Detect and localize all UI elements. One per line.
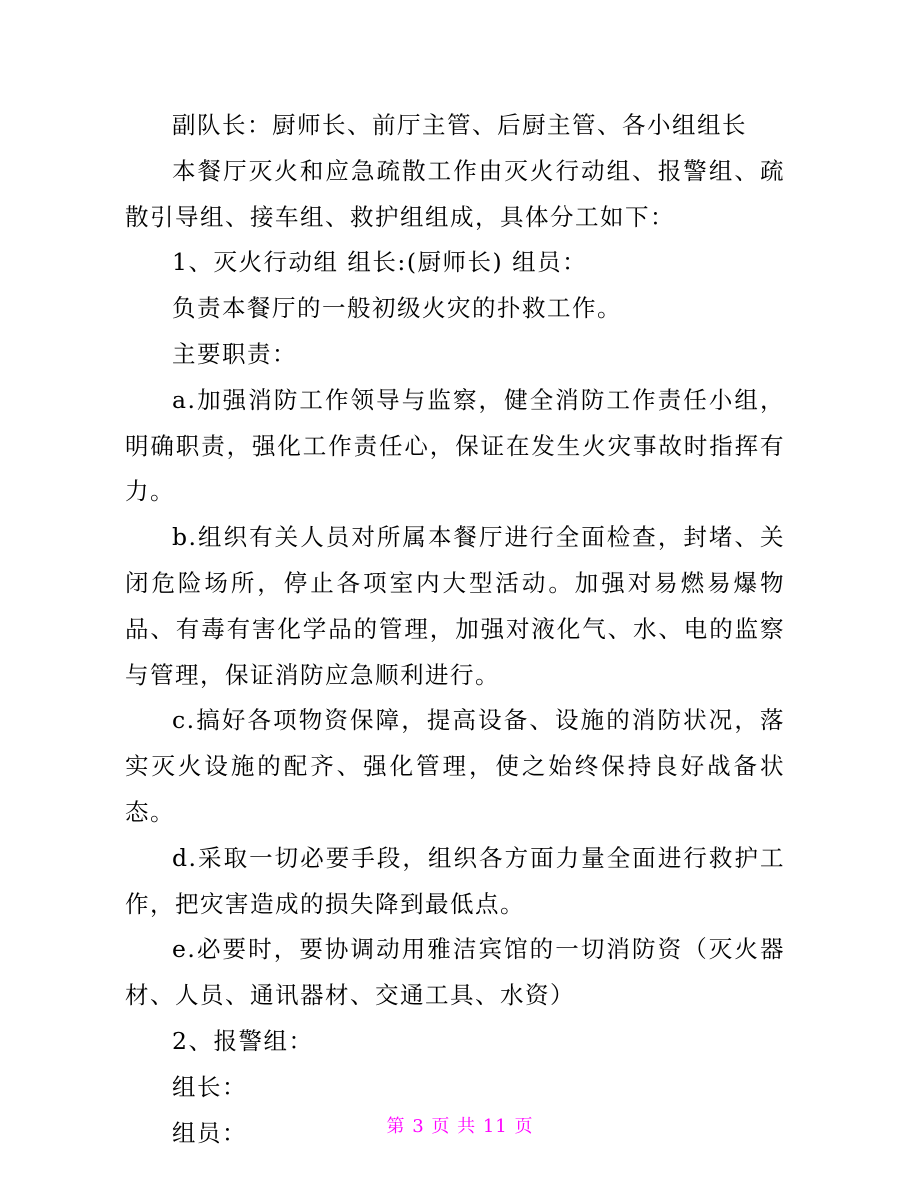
paragraph-alarm-group: 2、报警组： [172,1026,314,1055]
paragraph-alarm-members: 组员： [172,1118,247,1147]
paragraph-alarm-leader: 组长： [172,1072,247,1101]
paragraph-firefighting-responsibility: 负责本餐厅的一般初级火灾的扑救工作。 [172,294,622,323]
paragraph-deputy-captain: 副队长：厨师长、前厅主管、后厨主管、各小组组长 [172,111,747,139]
paragraph-organization: 本餐厅灭火和应急疏散工作由灭火行动组、报警组、疏散引导组、接车组、救护组组成，具体分工如下： [125,156,785,231]
paragraph-duty-a: a.加强消防工作领导与监察，健全消防工作责任小组，明确职责，强化工作责任心，保证在发生火灾事故时指挥有力。 [125,385,785,506]
paragraph-duty-e: e.必要时，要协调动用雅洁宾馆的一切消防资（灭火器材、人员、通讯器材、交通工具、水资） [125,935,785,1010]
paragraph-firefighting-group: 1、灭火行动组 组长:(厨师长) 组员： [172,248,588,277]
document-body [125,103,785,1156]
paragraph-duty-c: c.搞好各项物资保障，提高设备、设施的消防状况，落实灭火设施的配齐、强化管理，使之始终保持良好战备状态。 [125,706,785,826]
paragraph-main-duties-heading: 主要职责： [172,339,297,368]
paragraph-duty-b: b.组织有关人员对所属本餐厅进行全面检查，封堵、关闭危险场所，停止各项室内大型活动。加强对易燃易爆物品、有毒有害化学品的管理，加强对液化气、水、电的监察与管理，保证消防应急顺利进行。 [125,523,785,689]
paragraph-duty-d: d.采取一切必要手段，组织各方面力量全面进行救护工作，把灾害造成的损失降到最低点。 [125,843,785,918]
page-number-footer: 第 3 页 共 11 页 [386,1116,534,1137]
